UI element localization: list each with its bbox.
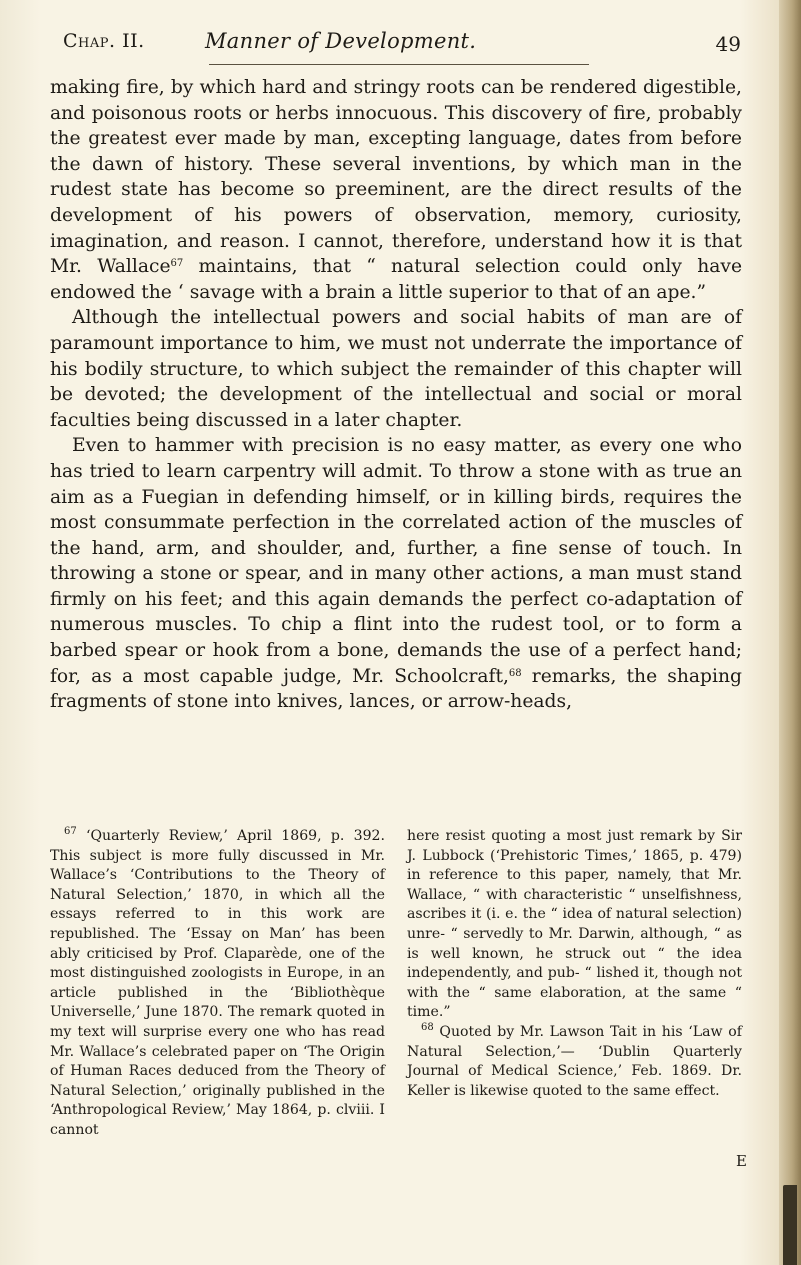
paragraph-1-part-1: making fire, by which hard and stringy roots can be rendered digestible, and poisonous roots or herbs innocuous. This discovery of fire, probably the greatest ever made by man, excepting language, dates from before the dawn of history. These several inventions, by which man in the rudest state has become so preeminent, are the direct results of the development of his powers of observation, memory, curiosity, imagination, and reason. I cannot, therefore, understand how it is that Mr. Wallace (50, 77, 742, 278)
footnotes (50, 827, 742, 1147)
page-edge-mark (783, 1185, 797, 1265)
footnote-ref-68: 68 (508, 667, 522, 679)
footnote-68 (407, 1023, 742, 1101)
signature-mark: E (736, 1152, 747, 1170)
page-number: 49 (715, 32, 741, 56)
footnote-67-text: ‘Quarterly Review,’ April 1869, p. 392. This subject is more fully discussed in Mr. Wallace’s ‘Contributions to the Theory of Natural Selection,’ 1870, in which all the essays referred to in this work are republished. The ‘Essay on Man’ has been ably criticised by Prof. Claparède, one of the most distinguished zoologists in Europe, in an article published in the ‘Bibliothèque Universelle,’ June 1870. The remark quoted in my text will surprise every one who has read Mr. Wallace’s celebrated paper on ‘The Origin of Human Races deduced from the Theory of Natural Selection,’ originally published in the ‘Anthropological Review,’ May 1864, p. clviii. I cannot (50, 828, 385, 1138)
footnote-68-marker: 68 (421, 1021, 434, 1033)
paragraph-1 (50, 75, 742, 305)
footnote-67-marker: 67 (64, 826, 77, 837)
footnote-column-left (50, 827, 385, 1141)
running-header (63, 24, 747, 64)
footnote-ref-67: 67 (170, 258, 184, 270)
footnote-67-continued: here resist quoting a most just remark by Sir J. Lubbock (‘Prehistoric Times,’ 1865, p. 479) in reference to this paper, namely, that Mr. Wallace, “ with characteristic “ unselfishness, ascribes it (i. e. the “ idea of natural selection) unre- “ servedly to Mr. Darwin, although, “ as is well known, he struck out “ the idea independently, and pub- “ lished it, though not with the “ same elaboration, at the same “ time.” (407, 828, 742, 1021)
footnote-67 (50, 827, 385, 1141)
footnote-68-text: Quoted by Mr. Lawson Tait in his ‘Law of Natural Selection,’— ‘Dublin Quarterly Journal of Medical Science,’ Feb. 1869. Dr. Keller is likewise quoted to the same effect. (407, 1023, 742, 1099)
paragraph-2: Although the intellectual powers and social habits of man are of paramount importance to him, we must not underrate the importance of his bodily structure, to which subject the remainder of this chapter will be devoted; the development of the intellectual and social or moral faculties being discussed in a later chapter. (50, 307, 742, 431)
header-rule (209, 64, 589, 65)
paragraph-1-part-2: maintains, that “ natural selection could only have endowed the ‘ savage with a brain a little superior to that of an ape.” (50, 256, 742, 303)
chapter-label: Chap. II. (63, 30, 145, 52)
main-text (50, 75, 742, 715)
paragraph-3-part-1: Even to hammer with precision is no easy matter, as every one who has tried to learn carpentry will admit. To throw a stone with as true an aim as a Fuegian in defending himself, or in killing birds, requires the most consummate perfection in the correlated action of the muscles of the hand, arm, and shoulder, and, further, a fine sense of touch. In throwing a stone or spear, and in many other actions, a man must stand firmly on his feet; and this again demands the perfect co-adaptation of numerous muscles. To chip a flint into the rudest tool, or to form a barbed spear or hook from a bone, demands the use of a perfect hand; for, as a most capable judge, Mr. Schoolcraft, (50, 435, 742, 687)
page-edge-shadow (779, 0, 801, 1265)
running-title: Manner of Development. (205, 29, 477, 53)
paragraph-3-part-2: remarks, the shaping fragments of stone into knives, lances, or arrow-heads, (50, 665, 742, 713)
paragraph-3 (50, 433, 742, 715)
footnote-column-right (407, 827, 742, 1101)
